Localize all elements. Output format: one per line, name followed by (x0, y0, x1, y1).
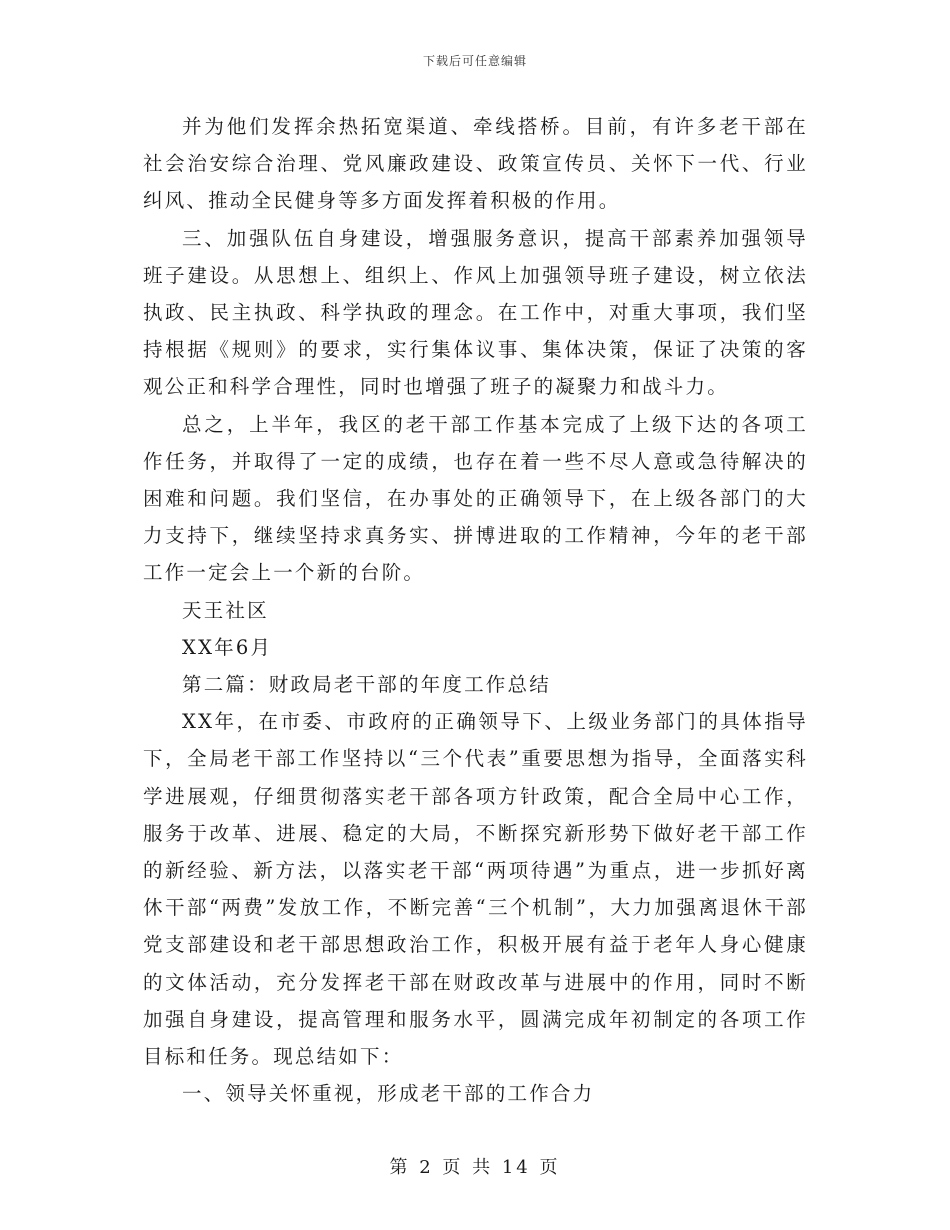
page-footer: 第 2 页 共 14 页 (389, 1157, 561, 1178)
paragraph-4: XX年，在市委、市政府的正确领导下、上级业务部门的具体指导下，全局老干部工作坚持以“三个代表”重要思想为指导，全面落实科学进展观，仔细贯彻落实老干部各项方针政策，配合全局中心工作，服务于改革、进展、稳定的大局，不断探究新形势下做好老干部工作的新经验、新方法，以落实老干部“两项待遇”为重点，进一步抓好离休干部“两费”发放工作，不断完善“三个机制”，大力加强离退休干部党支部建设和老干部思想政治工作，积极开展有益于老年人身心健康的文体活动，充分发挥老干部在财政改革与进展中的作用，同时不断加强自身建设，提高管理和服务水平，圆满完成年初制定的各项工作目标和任务。现总结如下： (143, 710, 808, 1069)
paragraph-3: 总之，上半年，我区的老干部工作基本完成了上级下达的各项工作任务，并取得了一定的成绩，也存在着一些不尽人意或急待解决的困难和问题。我们坚信，在办事处的正确领导下，在上级各部门的大力支持下，继续坚持求真务实、拼博进取的工作精神，今年的老干部工作一定会上一个新的台阶。 (143, 412, 808, 585)
paragraph-2: 三、加强队伍自身建设，增强服务意识，提高干部素养加强领导班子建设。从思想上、组织上、作风上加强领导班子建设，树立依法执政、民主执政、科学执政的理念。在工作中，对重大事项，我们坚持根据《规则》的要求，实行集体议事、集体决策，保证了决策的客观公正和科学合理性，同时也增强了班子的凝聚力和战斗力。 (143, 226, 808, 399)
signature-organization: 天王社区 (182, 598, 269, 622)
signature-date: XX年6月 (182, 635, 273, 659)
page-header: 下载后可任意编辑 (422, 54, 527, 68)
section-title: 第二篇：财政局老干部的年度工作总结 (182, 673, 551, 697)
document-body (143, 108, 808, 1112)
subsection-heading: 一、领导关怀重视，形成老干部的工作合力 (182, 1082, 595, 1106)
paragraph-1: 并为他们发挥余热拓宽渠道、牵线搭桥。目前，有许多老干部在社会治安综合治理、党风廉政建设、政策宣传员、关怀下一代、行业纠风、推动全民健身等多方面发挥着积极的作用。 (143, 115, 808, 213)
